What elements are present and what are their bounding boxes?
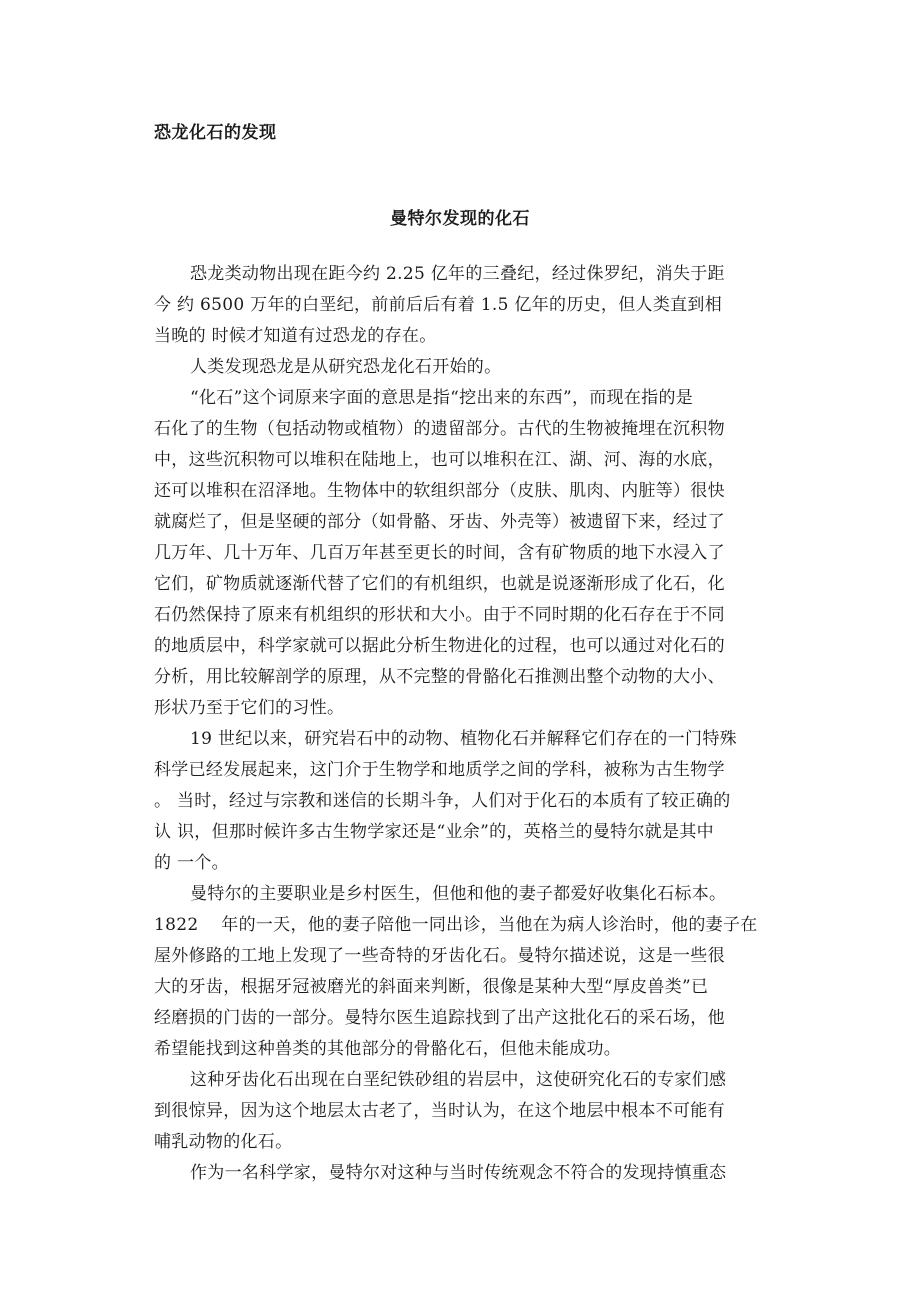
text-line: 这种牙齿化石出现在白垩纪铁砂组的岩层中，这使研究化石的专家们感 (190, 1070, 727, 1090)
text-line: 分析，用比较解剖学的原理，从不完整的骨骼化石推测出整个动物的大小、 (154, 667, 725, 687)
text-line: 希望能找到这种兽类的其他部分的骨骼化石，但他未能成功。 (154, 1039, 622, 1059)
paragraph (154, 383, 770, 724)
text-line: 石仍然保持了原来有机组织的形状和大小。由于不同时期的化石存在于不同 (154, 605, 725, 625)
text-line: “化石”这个词原来字面的意思是指“挖出来的东西”，而现在指的是 (190, 388, 694, 408)
paragraph (154, 879, 770, 1065)
text-line: 经磨损的门齿的一部分。曼特尔医生追踪找到了出产这批化石的采石场，他 (154, 1008, 725, 1028)
text-line: 到很惊异，因为这个地层太古老了，当时认为，在这个地层中根本不可能有 (154, 1101, 725, 1121)
text-line: 恐龙类动物出现在距今约 2.25 亿年的三叠纪，经过侏罗纪，消失于距 (190, 264, 725, 284)
text-line: 的地质层中，科学家就可以据此分析生物进化的过程，也可以通过对化石的 (154, 636, 725, 656)
text-line: 。 当时，经过与宗教和迷信的长期斗争，人们对于化石的本质有了较正确的 (154, 791, 731, 811)
text-line: 它们，矿物质就逐渐代替了它们的有机组织，也就是说逐渐形成了化石，化 (154, 574, 725, 594)
paragraph (154, 352, 770, 383)
text-line: 今 约 6500 万年的白垩纪，前前后后有着 1.5 亿年的历史，但人类直到相 (154, 295, 723, 315)
paragraph (154, 259, 770, 352)
text-line: 石化了的生物（包括动物或植物）的遗留部分。古代的生物被掩埋在沉积物 (154, 419, 725, 439)
text-line: 中，这些沉积物可以堆积在陆地上，也可以堆积在江、湖、河、海的水底， (154, 450, 725, 470)
text-line: 当晚的 时候才知道有过恐龙的存在。 (154, 326, 437, 346)
paragraph (154, 1158, 770, 1189)
text-line: 科学已经发展起来，这门介于生物学和地质学之间的学科，被称为古生物学 (154, 760, 725, 780)
text-line: 作为一名科学家，曼特尔对这种与当时传统观念不符合的发现持慎重态 (190, 1163, 727, 1183)
text-line: 人类发现恐龙是从研究恐龙化石开始的。 (190, 357, 502, 377)
document-body (154, 259, 770, 1189)
text-line: 1822 年的一天，他的妻子陪他一同出诊，当他在为病人诊治时，他的妻子在 (154, 915, 758, 935)
text-line: 屋外修路的工地上发现了一些奇特的牙齿化石。曼特尔描述说，这是一些很 (154, 946, 725, 966)
text-line: 还可以堆积在沼泽地。生物体中的软组织部分（皮肤、肌肉、内脏等）很快 (154, 481, 725, 501)
document-title: 恐龙化石的发现 (154, 123, 277, 143)
paragraph (154, 724, 770, 879)
text-line: 形状乃至于它们的习性。 (154, 698, 345, 718)
text-line: 就腐烂了，但是坚硬的部分（如骨骼、牙齿、外壳等）被遗留下来，经过了 (154, 512, 725, 532)
text-line: 几万年、几十万年、几百万年甚至更长的时间，含有矿物质的地下水浸入了 (154, 543, 725, 563)
section-title: 曼特尔发现的化石 (390, 209, 530, 229)
text-line: 曼特尔的主要职业是乡村医生，但他和他的妻子都爱好收集化石标本。 (190, 884, 727, 904)
text-line: 大的牙齿，根据牙冠被磨光的斜面来判断，很像是某种大型“厚皮兽类”已 (154, 977, 709, 997)
paragraph (154, 1065, 770, 1158)
text-line: 的 一个。 (154, 853, 229, 873)
text-line: 哺乳动物的化石。 (154, 1132, 293, 1152)
text-line: 19 世纪以来，研究岩石中的动物、植物化石并解释它们存在的一门特殊 (190, 729, 737, 749)
text-line: 认 识，但那时候许多古生物学家还是“业余”的，英格兰的曼特尔就是其中 (154, 822, 714, 842)
